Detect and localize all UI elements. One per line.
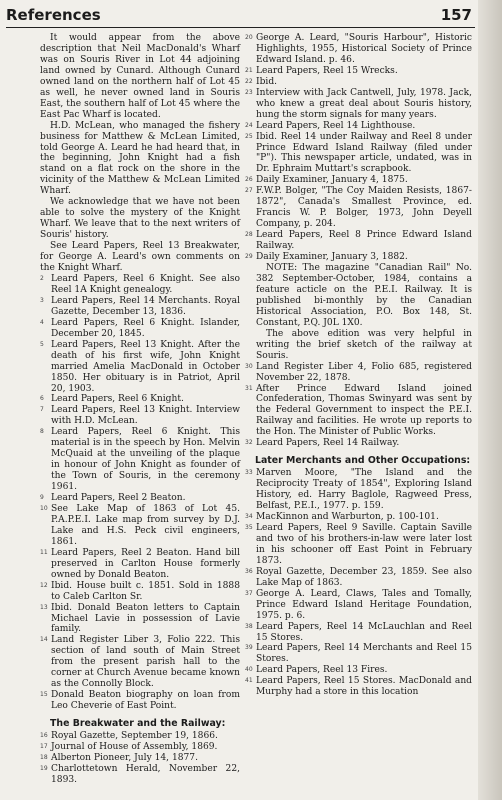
footnote-number: 15: [40, 691, 48, 699]
footnote-number: 2: [40, 274, 44, 282]
footnote-number: 11: [40, 548, 48, 556]
footnote-text: Royal Gazette, December 23, 1859. See also Lake Map of 1863.: [256, 566, 472, 588]
running-head-title: References: [6, 6, 101, 24]
note-continuation: NOTE: The magazine "Canadian Rail" No. 382 September-October, 1984, contains a feature acticle on the P.E.I. Railway. It is published bi-monthly by the Canadian Historical Association, P.O. Box 148, St. Constant, P.Q. J0L 1X0.: [256, 263, 472, 328]
footnote-text: Leard Papers, Reel 6 Knight.: [51, 394, 184, 405]
footnote-text: See Lake Map of 1863 of Lot 45. P.A.P.E.I. Lake map from survey by D.J. Lake and H.S. Peck civil engineers, 1861.: [51, 503, 240, 547]
intro-paragraph: H.D. McLean, who managed the fishery business for Matthew & McLean Limited, told George A. Leard he had heard that, in the beginning, John Knight had a fish stand on a flat rock on the shore in the vicinity of the Matthew & McLean Limited Wharf.: [40, 120, 240, 197]
footnote-number: 23: [245, 88, 253, 96]
footnote-number: 21: [245, 66, 253, 74]
footnote-text: Charlottetown Herald, November 22, 1893.: [51, 763, 240, 785]
footnote-text: Alberton Pioneer, July 14, 1877.: [51, 753, 198, 763]
footnote-number: 33: [245, 469, 253, 477]
footnote: [40, 427, 240, 493]
footnote: [245, 252, 472, 263]
footnote-text: Land Register Liber 4, Folio 685, registered November 22, 1878.: [256, 361, 472, 383]
footnote-text: Leard Papers, Reel 14 Merchants. Royal Gazette, December 13, 1836.: [51, 295, 240, 317]
footnote-number: 26: [245, 176, 253, 184]
footnote: [245, 567, 472, 589]
footnote-text: Leard Papers, Reel 14 Merchants and Reel 15 Stores.: [256, 643, 472, 665]
footnote: [245, 676, 472, 698]
footnote: [245, 362, 472, 384]
footnote-number: 5: [40, 340, 44, 348]
footnote-number: 10: [40, 504, 48, 512]
footnote-number: 37: [245, 589, 253, 597]
footnote-number: 28: [245, 231, 253, 239]
footnote-text: Interview with Jack Cantwell, July, 1978. Jack, who knew a great deal about Souris history, hung the storm signals for many years.: [256, 87, 472, 120]
footnote-text: Daily Examiner, January 4, 1875.: [256, 175, 408, 186]
footnote-text: Leard Papers, Reel 8 Prince Edward Island Railway.: [256, 230, 472, 252]
footnote: [245, 121, 472, 132]
footnote: [40, 318, 240, 340]
footnote: [245, 88, 472, 121]
footnote-text: Royal Gazette, September 19, 1866.: [51, 731, 218, 742]
footnote: [40, 504, 240, 548]
footnote-number: 30: [245, 362, 253, 370]
footnote: [245, 665, 472, 676]
intro-paragraph: We acknowledge that we have not been able to solve the mystery of the Knight Wharf. We leave that to the next writers of Souris' history.: [40, 197, 240, 241]
footnote-text: George A. Leard, "Souris Harbour", Historic Highlights, 1955, Historical Society of Prince Edward Island. p. 46.: [256, 33, 472, 65]
footnote-number: 7: [40, 406, 44, 414]
footnote-text: F.W.P. Bolger, "The Coy Maiden Resists, 1867-1872", Canada's Smallest Province, ed. Francis W. P. Bolger, 1973, John Deyell Company, p. 204.: [256, 186, 472, 230]
page-number: 157: [440, 6, 472, 24]
footnote-number: 18: [40, 754, 48, 761]
footnote: [245, 77, 472, 88]
footnote-number: 34: [245, 513, 253, 521]
footnote-text: Ibid.: [256, 76, 278, 87]
footnote-text: Leard Papers, Reel 6 Knight. This material is in the speech by Hon. Melvin McQuaid at the unveiling of the plaque in honour of John Knight as founder of the Town of Souris, in the ceremony 1961.: [51, 427, 240, 493]
footnote: [40, 548, 240, 581]
footnote-number: 32: [245, 439, 253, 447]
footnote-number: 14: [40, 636, 48, 644]
footnote: [40, 296, 240, 318]
footnote-number: 39: [245, 644, 253, 652]
footnote: [245, 523, 472, 567]
footnote: [40, 742, 240, 753]
footnote-text: Ibid. Reel 14 under Railway and Reel 8 under Prince Edward Island Railway (filed under "P"). This newspaper article, undated, was in Dr. Ephraim Muttart's scrapbook.: [256, 131, 472, 175]
section-heading: The Breakwater and the Railway:: [50, 718, 226, 730]
footnote: [40, 753, 240, 764]
footnote: [40, 274, 240, 296]
footnote-text: Leard Papers, Reel 13 Fires.: [256, 665, 388, 676]
footnote-text: Leard Papers, Reel 13 Knight. Interview with H.D. McLean.: [51, 405, 240, 427]
footnote-text: George A. Leard, Claws, Tales and Tomally, Prince Edward Island Heritage Foundation, 1975. p. 6.: [256, 588, 472, 621]
footnote-number: 13: [40, 603, 48, 611]
section-heading: Later Merchants and Other Occupations:: [255, 455, 471, 467]
footnote-text: Leard Papers, Reel 14 Railway.: [256, 438, 400, 449]
footnote-text: Leard Papers, Reel 2 Beaton. Hand bill preserved in Carlton House formerly owned by Donald Beaton.: [51, 547, 240, 580]
footnote: [245, 175, 472, 186]
footnote: [245, 622, 472, 644]
footnote-number: 12: [40, 581, 48, 589]
footnote: [40, 731, 240, 742]
footnote: [245, 468, 472, 512]
footnote: [245, 230, 472, 252]
footnote: [40, 581, 240, 603]
footnote-number: 22: [245, 77, 253, 85]
footnote: [245, 186, 472, 230]
footnote-text: Leard Papers, Reel 14 Lighthouse.: [256, 120, 416, 131]
footnote-text: Daily Examiner, January 3, 1882.: [256, 252, 408, 263]
footnote-number: 20: [245, 34, 253, 41]
footnote: [245, 512, 472, 523]
footnote-number: 36: [245, 567, 253, 575]
right-column: [245, 33, 472, 698]
footnote-text: MacKinnon and Warburton, p. 100-101.: [256, 512, 439, 523]
footnote-text: Journal of House of Assembly, 1869.: [51, 742, 218, 753]
footnote-text: Leard Papers, Reel 6 Knight. Islander, December 20, 1845.: [51, 317, 240, 339]
footnote-text: Leard Papers, Reel 6 Knight. See also Reel 1A Knight genealogy.: [51, 273, 240, 295]
footnote-number: 41: [245, 677, 253, 685]
footnote-number: 40: [245, 666, 253, 674]
footnote: [245, 589, 472, 622]
footnote-number: 29: [245, 253, 253, 261]
footnote: [40, 493, 240, 504]
footnote-number: 35: [245, 523, 253, 531]
footnote: [40, 603, 240, 636]
footnote-number: 24: [245, 121, 253, 129]
footnote-number: 19: [40, 764, 48, 772]
note-continuation: The above edition was very helpful in writing the brief sketch of the railway at Souris.: [256, 328, 472, 361]
footnote-number: 6: [40, 395, 44, 403]
left-column: [40, 33, 240, 786]
binding-edge: [478, 0, 502, 800]
footnote-number: 4: [40, 318, 44, 326]
footnote-text: Marven Moore, "The Island and the Reciprocity Treaty of 1854", Exploring Island History, ed. Harry Baglole, Ragweed Press, Belfast, P.E.I., 1977. p. 159.: [256, 468, 472, 512]
footnote-number: 17: [40, 743, 48, 751]
footnote-text: Donald Beaton biography on loan from Leo Cheverie of East Point.: [51, 690, 240, 712]
header-rule: [6, 27, 475, 28]
footnote-text: Land Register Liber 3, Folio 222. This section of land south of Main Street from the present parish hall to the corner at Church Avenue became known as the Connolly Block.: [51, 635, 240, 690]
footnote-text: Leard Papers, Reel 15 Wrecks.: [256, 65, 398, 76]
footnote-number: 25: [245, 132, 253, 140]
footnote-text: Leard Papers, Reel 9 Saville. Captain Saville and two of his brothers-in-law were later lost in his schooner off East Point in February 1873.: [256, 522, 472, 566]
footnote: [245, 132, 472, 176]
footnote: [40, 405, 240, 427]
intro-paragraph: See Leard Papers, Reel 13 Breakwater, for George A. Leard's own comments on the Knight Wharf.: [40, 241, 240, 274]
footnote: [245, 438, 472, 449]
intro-paragraph: It would appear from the above description that Neil MacDonald's Wharf was on Souris River in Lot 44 adjoining land owned by Cunard. Although Cunard owned land on the northern half of Lot 45 as well, he never owned land in Souris East, the southern half of Lot 45 where the East Pac Wharf is located.: [40, 33, 240, 120]
footnote-text: Ibid. House built c. 1851. Sold in 1888 to Caleb Carlton Sr.: [51, 580, 240, 602]
footnote-text: After Prince Edward Island joined Confederation, Thomas Swinyard was sent by the Federal Government to inspect the P.E.I. Railway and facilities. He wrote up reports to the Hon. The Minister of Public Works.: [256, 383, 472, 438]
footnote: [40, 690, 240, 712]
footnote-text: Leard Papers, Reel 14 McLauchlan and Reel 15 Stores.: [256, 621, 472, 643]
footnote-number: 9: [40, 494, 44, 502]
footnote-text: Ibid. Donald Beaton letters to Captain Michael Lavie in possession of Lavie family.: [51, 602, 240, 635]
footnote-text: Leard Papers, Reel 13 Knight. After the death of his first wife, John Knight married Amelia MacDonald in October 1850. Her obituary is in Patriot, April 20, 1903.: [51, 339, 240, 394]
footnote-number: 8: [40, 428, 44, 436]
footnote: [245, 66, 472, 77]
footnote-number: 27: [245, 187, 253, 195]
footnote: [245, 643, 472, 665]
footnote-number: 16: [40, 732, 48, 740]
footnote: [245, 33, 472, 66]
footnote: [40, 635, 240, 690]
footnote: [40, 764, 240, 786]
footnote-number: 38: [245, 622, 253, 630]
footnote: [40, 340, 240, 395]
footnote-number: 31: [245, 384, 253, 392]
footnote-text: Leard Papers, Reel 2 Beaton.: [51, 493, 186, 504]
footnote-number: 3: [40, 296, 44, 304]
footnote: [40, 394, 240, 405]
footnote: [245, 384, 472, 439]
footnote-text: Leard Papers, Reel 15 Stores. MacDonald and Murphy had a store in this location: [256, 676, 472, 698]
